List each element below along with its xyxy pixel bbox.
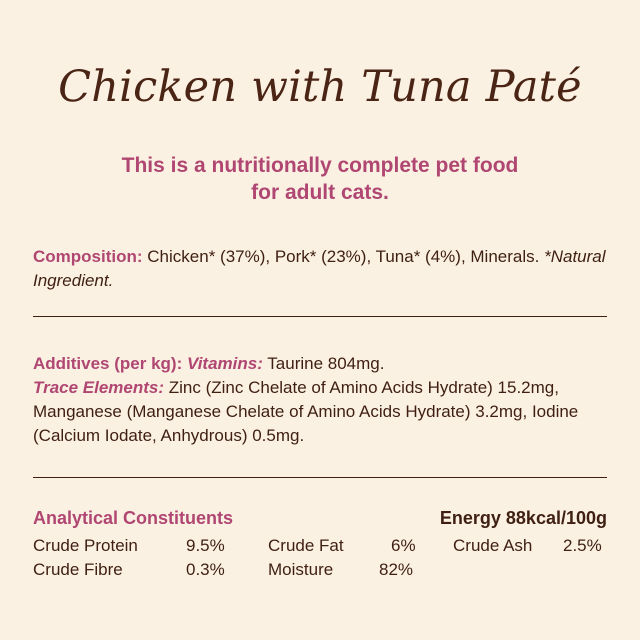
product-title: Chicken with Tuna Paté bbox=[58, 62, 582, 112]
composition-section bbox=[33, 245, 613, 293]
analytical-title: Analytical Constituents bbox=[33, 508, 234, 528]
crude-protein-value: 9.5% bbox=[186, 536, 225, 555]
crude-fat-label: Crude Fat bbox=[268, 536, 344, 555]
subtitle-line-2: for adult cats. bbox=[251, 181, 389, 204]
divider-1 bbox=[33, 316, 607, 317]
crude-fat-value: 6% bbox=[391, 536, 416, 555]
product-subtitle bbox=[0, 152, 640, 206]
additives-section bbox=[33, 352, 613, 448]
crude-fibre-value: 0.3% bbox=[186, 560, 225, 579]
vitamins-label: Vitamins: bbox=[186, 354, 263, 373]
composition-note: *Natural Ingredient. bbox=[33, 247, 606, 290]
moisture-value: 82% bbox=[379, 560, 414, 579]
divider-2 bbox=[33, 477, 607, 478]
crude-protein-label: Crude Protein bbox=[33, 536, 138, 555]
composition-text: Chicken* (37%), Pork* (23%), Tuna* (4%), Minerals. bbox=[142, 247, 545, 266]
moisture-label: Moisture bbox=[268, 560, 334, 579]
composition-label: Composition: bbox=[33, 247, 143, 266]
analytical-header bbox=[33, 508, 607, 534]
trace-elements-text: Zinc (Zinc Chelate of Amino Acids Hydrate) 15.2mg, Manganese (Manganese Chelate of Amino Acids Hydrate) 3.2mg, Iodine (Calcium Iodate, Anhydrous) 0.5mg. bbox=[33, 378, 579, 445]
additives-label: Additives (per kg): bbox=[33, 354, 183, 373]
crude-ash-label: Crude Ash bbox=[453, 536, 533, 555]
subtitle-line-1: This is a nutritionally complete pet food bbox=[121, 154, 519, 177]
energy-value: Energy 88kcal/100g bbox=[439, 508, 607, 528]
crude-ash-value: 2.5% bbox=[563, 536, 602, 555]
trace-elements-label: Trace Elements: bbox=[33, 378, 165, 397]
crude-fibre-label: Crude Fibre bbox=[33, 560, 123, 579]
vitamins-text: Taurine 804mg. bbox=[262, 354, 385, 373]
